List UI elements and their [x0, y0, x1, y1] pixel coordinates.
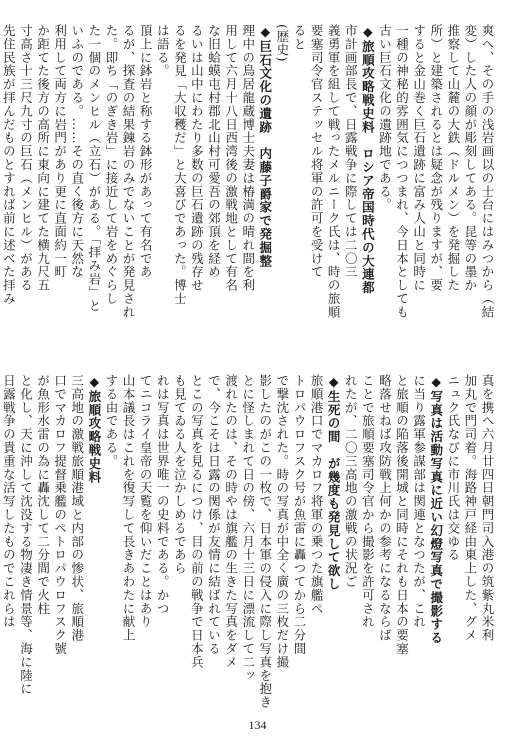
text-column: 三高地の激戦旅順港域と内部の惨状、旅順港: [69, 374, 85, 642]
text-column: れは写真は世界唯一の史料である。かつ: [155, 374, 171, 616]
text-column: てニコライ皇帝の天覧を仰いだことはあり: [138, 374, 154, 629]
text-column: 用して六月十八日西湾後の激戦地として有名: [223, 24, 239, 292]
text-column: 渡れたのは、その時やは旗艦の生きた写真をダメ: [223, 374, 239, 669]
text-column: 山本議長はこれを復写して長きあわたに献上: [121, 374, 137, 642]
text-column: で、今こそは日露の関係が友情に結ばれている: [206, 374, 222, 656]
lower-text-band: [1, 374, 496, 714]
text-column: 推察して山麓の大鉄（ドルメン）を発掘した: [445, 24, 461, 292]
text-column: か距てた後方の高所に東向に建てた横九尺五: [35, 24, 51, 292]
text-column: とこの写真を見るにつけ、目の前の戦争で日本兵: [189, 374, 205, 669]
text-column: ◆巨石文化の遺跡 内藤子爵家で発掘整: [257, 24, 273, 268]
text-column: 古い巨石文化の遺跡地である。: [377, 24, 393, 212]
text-column: 真を携へ六月廿四日朝門司入港の筑紫丸米利: [480, 374, 495, 642]
text-column: トロパウロフスク号が魚雷に轟つてから二分間: [291, 374, 307, 656]
text-column: 口でマカロフ提督乗艦のペトロパウロフスク號: [52, 374, 68, 656]
text-column: ◆旅順攻略戦史料: [86, 374, 102, 484]
text-column: で撃沈された。時の写真が中全く廣の三枚だけ撮: [274, 374, 290, 669]
text-column: とに怪しまれて日の傍、六月十三日に漂流して二ッ: [240, 374, 256, 683]
text-column: るを発見「大収穫だ」と大喜びであった。博士: [172, 24, 188, 306]
text-column: れたが、二〇三高地の激戦の状況ご: [343, 374, 359, 589]
text-column: 理中の鳥居龍蔵博士夫妻は椿満の晴れ間を利: [240, 24, 256, 292]
text-column: な旧蛤蟆屯村郡北山村可愛吾の郊頂を経め: [206, 24, 222, 279]
text-column: た。即ち「のぎき岩」に接近して岩をめぐらし: [103, 24, 119, 306]
text-column: いふのである。……その直く後方に天然な: [69, 24, 85, 279]
upper-text-band: [1, 24, 496, 369]
text-column: 利用して両方に岩門があり更に直面約一町: [52, 24, 68, 279]
text-column: すると金山巻く巨石遺跡に富み人山と同時に: [411, 24, 427, 292]
text-column: 加丸で門司着。海路神戸経由東上した、グメ: [462, 374, 478, 642]
text-column: 市計画部長で、日露戦争に際しては二〇三: [343, 24, 359, 279]
text-column: が魚形水雷の為に轟沈して二分間で火柱: [35, 374, 51, 616]
text-column: ことで旅順要塞司令官から撮影を許可され: [360, 374, 376, 629]
page-number: 134: [248, 718, 267, 732]
text-column: (歴史): [274, 24, 290, 63]
text-column: 一種の神秘的雰囲気につつまれ、今日本としても: [394, 24, 410, 319]
text-column: 爽へ、その手の浅岩画以の士台にはみつから（結: [480, 24, 495, 319]
text-column: 寸高さ十三尺九寸の巨石（メンヒル）がある: [18, 24, 34, 292]
text-column: する由である。: [103, 374, 119, 468]
text-column: ニュク氏なびに市川氏は交ゆる: [445, 374, 461, 562]
text-column: ◆写真は活動写真に近い幻燈写真で撮影する: [428, 374, 444, 645]
text-column: 要塞司令官ステッセル将軍の許可を受けて: [309, 24, 325, 279]
text-column: 所）と建築されるとは疑念が残りますが、要: [428, 24, 444, 292]
text-column: は語る。: [155, 24, 171, 78]
text-column: 変）した人の顔が彫刻してある。昆等の墨か: [462, 24, 478, 292]
text-column: に当り露軍参謀部は関連となつたが、これ: [411, 374, 427, 629]
text-column: るいは山中にわたり多数の巨石遺跡の残存せ: [189, 24, 205, 292]
text-column: ◆生死の間 が幾度も発見して欲し: [326, 374, 342, 591]
text-column: た一個のメンヒル（立石）がある。「拝み岩」と: [86, 24, 102, 313]
text-column: と旅順の陥落後開城と同時にそれも日本の要塞: [394, 374, 410, 656]
text-column: と化し、天に沖して沈没する物凄き情景等、海に陸に: [18, 374, 34, 696]
text-column: 影したのがこの一枚で、日本軍の侵入に際し写真を抱き: [257, 374, 273, 709]
text-column: 頂上に鉢岩と称する鉢形があって有名であ: [138, 24, 154, 279]
text-column: 日露戦争の貴重な活写したものでこれらは: [1, 374, 17, 629]
text-column: 旅順港口でマカロフ将軍の乗つた旗艦ペ: [309, 374, 325, 616]
text-column: 先住民族が拝んだものとすれば前に述べた拝み: [1, 24, 17, 306]
text-column: 義勇軍を組して戦ったメルニーク氏は、時の旅順: [326, 24, 342, 319]
text-column: ると: [291, 24, 307, 51]
text-column: 略落せねば攻防戦上何かの参考になるならば: [377, 374, 393, 642]
text-column: ◆旅順攻略戦史料 ロシア帝国時代の大連都: [360, 24, 376, 295]
text-column: るが、探査の結果錬岩のみでないことが発見され: [121, 24, 137, 319]
text-column: も見てゐる人を泣かしめるであら: [172, 374, 188, 575]
